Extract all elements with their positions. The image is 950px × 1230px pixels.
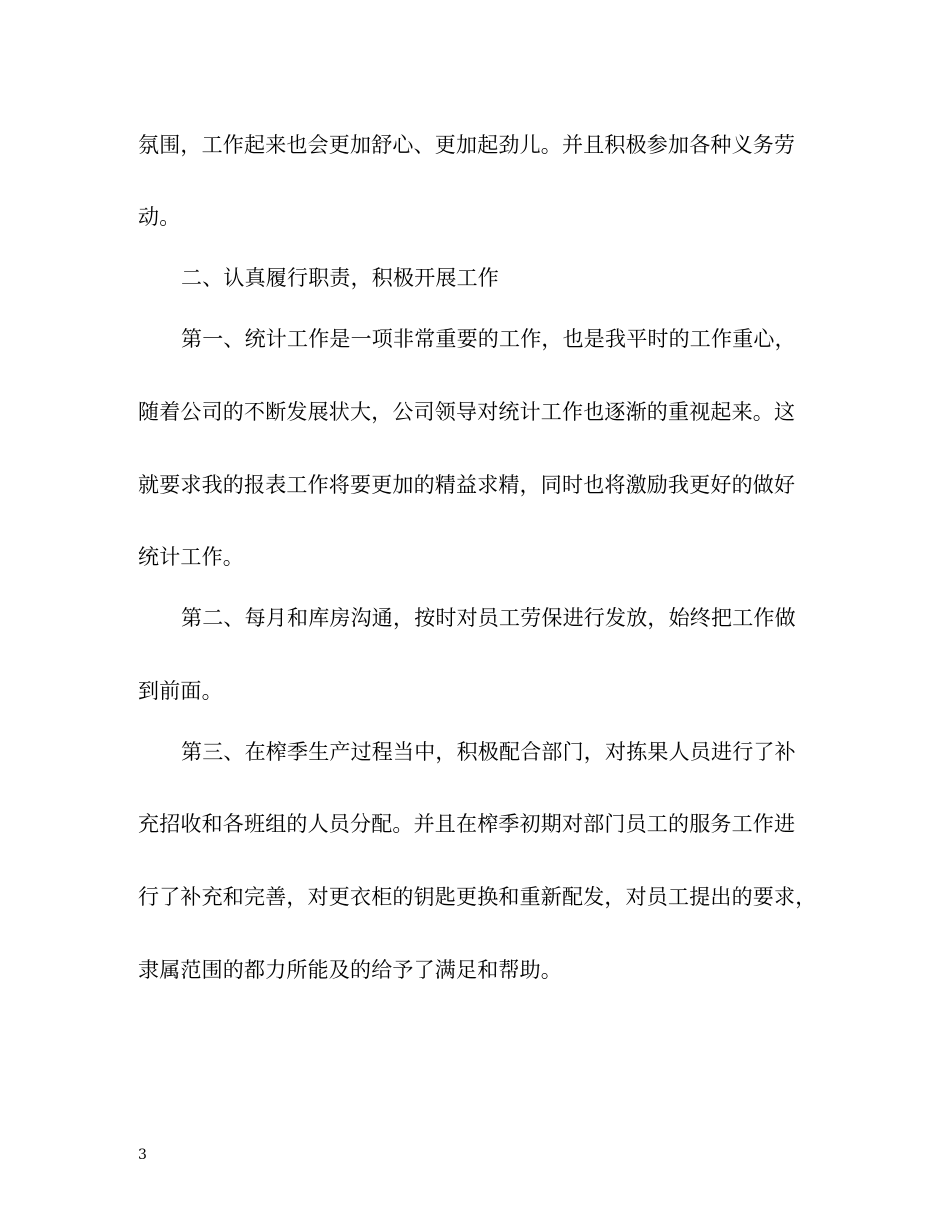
paragraph-line: 氛围，工作起来也会更加舒心、更加起劲儿。并且积极参加各种义务劳	[138, 133, 796, 157]
paragraph-line: 动。	[138, 205, 181, 229]
paragraph-line: 第一、统计工作是一项非常重要的工作，也是我平时的工作重心，	[181, 327, 796, 351]
paragraph-line: 行了补充和完善，对更衣柜的钥匙更换和重新配发，对员工提出的要求，	[138, 885, 817, 909]
paragraph-line: 到前面。	[138, 679, 223, 703]
paragraph-line: 隶属范围的都力所能及的给予了满足和帮助。	[138, 958, 562, 982]
page-number: 3	[138, 1147, 147, 1163]
paragraph-line: 第三、在榨季生产过程当中，积极配合部门，对拣果人员进行了补	[181, 740, 796, 764]
paragraph-line: 随着公司的不断发展状大，公司领导对统计工作也逐渐的重视起来。这	[138, 400, 796, 424]
paragraph-line: 第二、每月和库房沟通，按时对员工劳保进行发放，始终把工作做	[181, 606, 796, 630]
paragraph-line: 统计工作。	[138, 545, 244, 569]
section-heading: 二、认真履行职责，积极开展工作	[181, 266, 499, 290]
paragraph-line: 就要求我的报表工作将要更加的精益求精，同时也将激励我更好的做好	[138, 473, 796, 497]
paragraph-line: 充招收和各班组的人员分配。并且在榨季初期对部门员工的服务工作进	[138, 812, 796, 836]
